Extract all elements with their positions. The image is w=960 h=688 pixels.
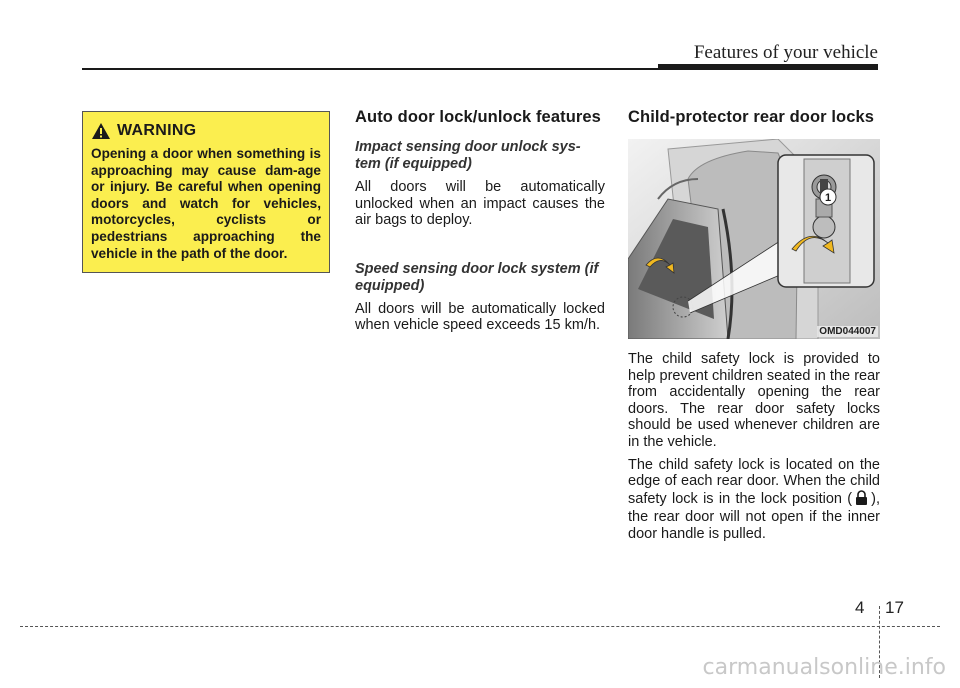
auto-lock-section <box>355 108 605 334</box>
warning-text: Opening a door when something is approaching may cause dam-age or injury. Be careful when opening doors and watch for vehicles, motorcycles, cyclists or pedestrians approaching the vehicle in the path of the door. <box>91 146 321 261</box>
warning-box <box>82 111 330 273</box>
rear-door-illustration <box>628 139 880 339</box>
speed-text: All doors will be automatically locked when vehicle speed exceeds 15 km/h. <box>355 300 605 334</box>
para2-before: The child safety lock is located on the edge of each rear door. When the child safety lock is in the lock position ( <box>628 456 880 507</box>
footer-rule <box>20 626 940 627</box>
child-lock-para-1: The child safety lock is provided to help prevent children seated in the rear from accidentally opening the rear doors. The rear door safety locks should be used whenever children are in the vehicle. <box>628 351 880 450</box>
child-lock-heading: Child-protector rear door locks <box>628 108 875 126</box>
child-lock-para-2 <box>628 457 880 543</box>
figure-code: OMD044007 <box>819 326 876 337</box>
warning-title: WARNING <box>117 122 197 139</box>
padlock-icon <box>855 490 868 510</box>
page-number: 17 <box>885 598 904 617</box>
warning-header <box>91 122 321 140</box>
section-title: Features of your vehicle <box>693 42 878 63</box>
warning-triangle-icon <box>91 122 111 140</box>
auto-lock-heading: Auto door lock/unlock features <box>355 108 601 126</box>
chapter-number: 4 <box>855 598 865 617</box>
para2-after: ), the rear door will not open if the inner door handle is pulled. <box>628 490 880 542</box>
child-lock-section <box>628 108 880 549</box>
impact-text: All doors will be automatically unlocked when an impact causes the air bags to deploy. <box>355 179 605 229</box>
watermark: carmanualsonline.info <box>702 655 946 680</box>
impact-subheading: Impact sensing door unlock sys-tem (if equipped) <box>355 139 581 172</box>
callout-number: 1 <box>824 192 832 204</box>
speed-subheading: Speed sensing door lock system (if equipped) <box>355 260 599 294</box>
header-rule-accent <box>658 64 878 70</box>
child-lock-figure <box>628 139 880 339</box>
